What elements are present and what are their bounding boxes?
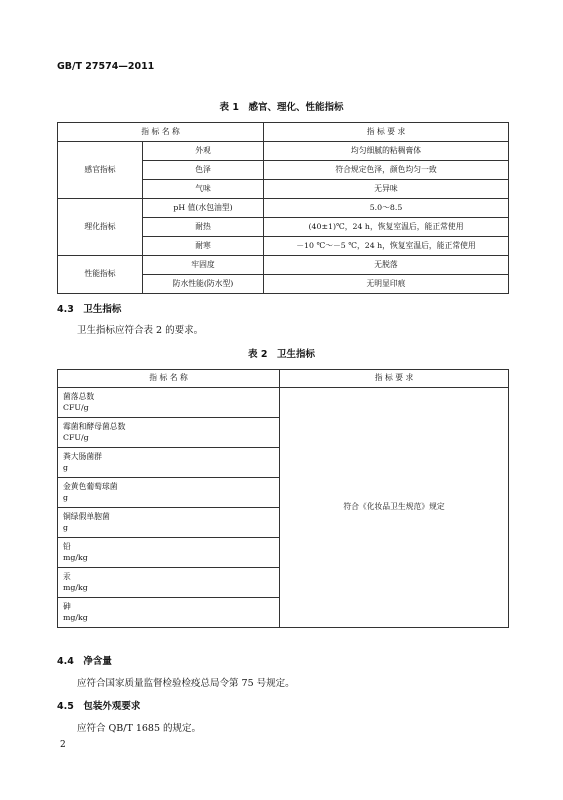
item-name: 金黄色葡萄球菌 — [63, 482, 118, 492]
table2-caption: 表 2 卫生指标 — [248, 349, 315, 360]
item-cell: 防水性能(防水型) — [143, 275, 264, 294]
hygiene-item-cell — [58, 598, 280, 628]
requirement-cell: 无明显印痕 — [264, 275, 509, 294]
standard-number: GB/T 27574—2011 — [57, 61, 155, 72]
table1 — [57, 122, 509, 294]
item-unit: mg/kg — [63, 613, 88, 622]
section-4-5-text: 应符合 QB/T 1685 的规定。 — [77, 723, 202, 734]
table2 — [57, 369, 509, 628]
item-name: 铜绿假单胞菌 — [63, 512, 110, 522]
category-cell: 感官指标 — [58, 142, 143, 199]
section-4-4-heading: 4.4 净含量 — [57, 656, 112, 667]
item-cell: pH 值(水包油型) — [143, 199, 264, 218]
item-name: 汞 — [63, 572, 71, 582]
hygiene-item-cell — [58, 538, 280, 568]
item-name: 霉菌和酵母菌总数 — [63, 422, 126, 432]
category-cell: 理化指标 — [58, 199, 143, 256]
item-unit: g — [63, 523, 68, 532]
item-unit: mg/kg — [63, 553, 88, 562]
item-name: 菌落总数 — [63, 392, 95, 402]
requirement-cell: (40±1)℃，24 h，恢复室温后，能正常使用 — [264, 218, 509, 237]
item-cell: 外观 — [143, 142, 264, 161]
item-cell: 牢固度 — [143, 256, 264, 275]
requirement-cell: 均匀细腻的粘稠膏体 — [264, 142, 509, 161]
table-row — [58, 142, 509, 161]
item-cell: 气味 — [143, 180, 264, 199]
hygiene-item-cell — [58, 568, 280, 598]
section-4-5-heading: 4.5 包装外观要求 — [57, 701, 141, 712]
hygiene-item-cell — [58, 478, 280, 508]
hygiene-item-cell — [58, 508, 280, 538]
requirement-cell: 无异味 — [264, 180, 509, 199]
table2-header-row — [58, 370, 509, 388]
hygiene-item-cell — [58, 418, 280, 448]
item-name: 铅 — [63, 542, 71, 552]
requirement-cell: －10 ℃～－5 ℃，24 h，恢复室温后，能正常使用 — [264, 237, 509, 256]
item-cell: 耐寒 — [143, 237, 264, 256]
item-unit: g — [63, 463, 68, 472]
table2-col-header-name: 指 标 名 称 — [58, 370, 280, 388]
table-row — [58, 388, 509, 418]
section-4-3-text: 卫生指标应符合表 2 的要求。 — [77, 325, 204, 336]
section-4-4-text: 应符合国家质量监督检验检疫总局令第 75 号规定。 — [77, 678, 295, 689]
item-name: 砷 — [63, 602, 71, 612]
table-row — [58, 199, 509, 218]
item-unit: CFU/g — [63, 403, 89, 412]
page-number: 2 — [60, 740, 66, 750]
section-4-3-heading: 4.3 卫生指标 — [57, 304, 122, 315]
requirement-cell: 符合《化妆品卫生规范》规定 — [280, 388, 509, 628]
item-unit: CFU/g — [63, 433, 89, 442]
hygiene-item-cell — [58, 448, 280, 478]
table1-caption: 表 1 感官、理化、性能指标 — [219, 102, 344, 113]
requirement-cell: 符合规定色泽，颜色均匀一致 — [264, 161, 509, 180]
table2-col-header-requirement: 指 标 要 求 — [280, 370, 509, 388]
item-unit: mg/kg — [63, 583, 88, 592]
requirement-cell: 5.0～8.5 — [264, 199, 509, 218]
item-cell: 色泽 — [143, 161, 264, 180]
item-cell: 耐热 — [143, 218, 264, 237]
table1-col-header-requirement: 指 标 要 求 — [264, 123, 509, 142]
item-name: 粪大肠菌群 — [63, 452, 102, 462]
table1-col-header-name: 指 标 名 称 — [58, 123, 264, 142]
table-row — [58, 256, 509, 275]
item-unit: g — [63, 493, 68, 502]
requirement-cell: 无脱落 — [264, 256, 509, 275]
hygiene-item-cell — [58, 388, 280, 418]
table1-header-row — [58, 123, 509, 142]
category-cell: 性能指标 — [58, 256, 143, 294]
